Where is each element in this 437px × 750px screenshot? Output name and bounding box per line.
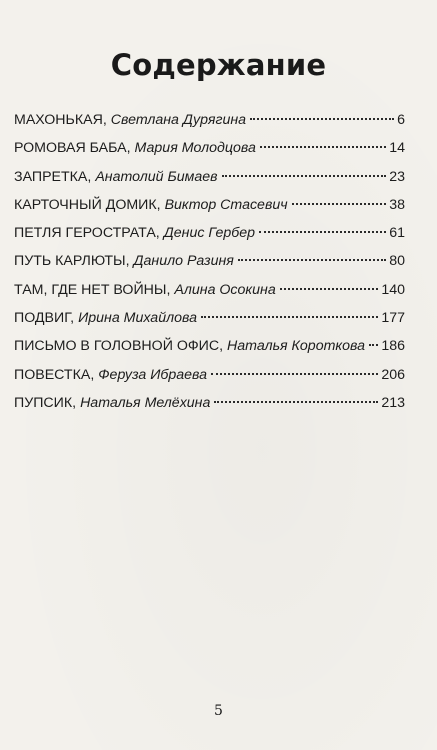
toc-entry-title: МАХОНЬКАЯ, — [14, 112, 107, 128]
toc-entry-title: ПОДВИГ, — [14, 310, 75, 327]
toc-entry-title: ЗАПРЕТКА, — [14, 168, 92, 185]
toc-entry-page: 38 — [389, 196, 405, 213]
toc-entry-author: Мария Молодцова — [134, 140, 256, 157]
toc-entry-author: Алина Осокина — [174, 281, 276, 298]
toc-entry-title: ПОВЕСТКА, — [14, 366, 95, 383]
toc-entry-page: 61 — [389, 225, 405, 242]
page-number: 5 — [214, 703, 223, 719]
toc-entry — [14, 191, 405, 219]
toc-entry — [14, 163, 405, 191]
toc-entry-author: Ирина Михайлова — [78, 310, 197, 327]
toc-entry-author: Наталья Мелёхина — [80, 394, 211, 411]
dot-leader — [238, 259, 386, 261]
toc-entry-author: Светлана Дурягина — [110, 112, 247, 128]
toc-entry — [14, 247, 405, 275]
toc-entry — [14, 219, 405, 247]
page-title: Содержание — [110, 48, 327, 82]
toc-entry-author: Феруза Ибраева — [98, 366, 208, 383]
dot-leader — [222, 175, 387, 177]
toc-entry-title: ПИСЬМО В ГОЛОВНОЙ ОФИС, — [14, 338, 224, 355]
toc-entry — [14, 332, 405, 360]
toc-entry-page: 14 — [389, 140, 405, 157]
dot-leader — [292, 203, 387, 205]
toc-entry — [14, 106, 405, 134]
toc-entry-author: Наталья Короткова — [227, 338, 365, 355]
toc-entry — [14, 304, 405, 332]
toc-entry-page: 80 — [389, 253, 405, 270]
toc-entry-page: 213 — [381, 394, 405, 411]
toc-entry-title: ТАМ, ГДЕ НЕТ ВОЙНЫ, — [14, 281, 171, 298]
dot-leader — [260, 146, 386, 148]
toc-entry-page: 186 — [381, 338, 405, 355]
toc-entry-title: ПЕТЛЯ ГЕРОСТРАТА, — [14, 225, 160, 242]
toc-entry-title: ПУТЬ КАРЛЮТЫ, — [14, 253, 130, 270]
dot-leader — [250, 118, 394, 120]
toc-entry-title: ПУПСИК, — [14, 394, 77, 411]
toc-entry — [14, 361, 405, 389]
table-of-contents — [14, 106, 405, 417]
toc-entry-page: 177 — [381, 310, 405, 327]
toc-entry-author: Анатолий Бимаев — [95, 168, 218, 185]
dot-leader — [280, 288, 379, 290]
toc-entry-title: РОМОВАЯ БАБА, — [14, 140, 131, 157]
toc-entry-page: 140 — [381, 281, 405, 298]
toc-entry-title: КАРТОЧНЫЙ ДОМИК, — [14, 196, 161, 213]
dot-leader — [369, 344, 378, 346]
toc-entry-author: Виктор Стасевич — [164, 196, 288, 213]
toc-entry-author: Денис Гербер — [163, 225, 256, 242]
toc-entry-page: 6 — [397, 112, 405, 128]
toc-entry — [14, 276, 405, 304]
dot-leader — [201, 316, 378, 318]
toc-entry-page: 206 — [381, 366, 405, 383]
toc-entry-author: Данило Разиня — [133, 253, 234, 270]
toc-entry — [14, 389, 405, 417]
toc-entry-page: 23 — [389, 168, 405, 185]
dot-leader — [259, 231, 386, 233]
toc-entry — [14, 134, 405, 162]
dot-leader — [214, 401, 378, 403]
dot-leader — [211, 373, 378, 375]
